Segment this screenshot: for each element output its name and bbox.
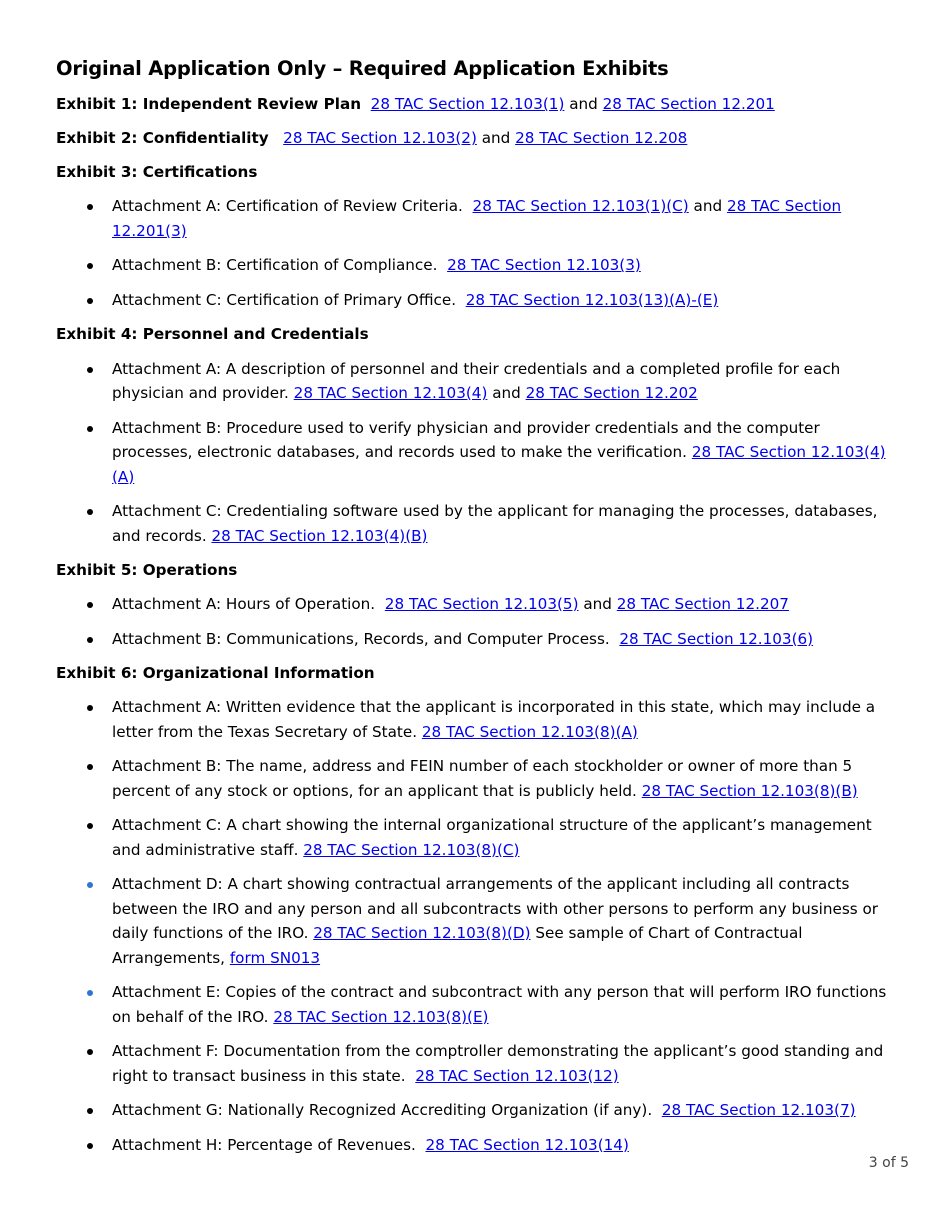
list-item (56, 1098, 900, 1123)
section-link[interactable]: 28 TAC Section 12.103(1)(C) (472, 197, 689, 216)
item-text: Attachment B: Certification of Compliance. (112, 256, 438, 275)
exhibit-1-label: Exhibit 1: Independent Review Plan (56, 95, 362, 114)
list-item (56, 872, 900, 970)
section-link[interactable]: 28 TAC Section 12.202 (525, 384, 698, 403)
item-text: Attachment A: Hours of Operation. (112, 595, 376, 614)
item-text: Attachment C: Credentialing software used by the applicant for managing the processes, databases, and records. (112, 502, 878, 545)
joiner-text: and (569, 95, 598, 114)
item-text: Attachment D: A chart showing contractual arrangements of the applicant including all contracts between the IRO and any person and all subcontracts with other persons to perform any business or daily functions of the IRO. (112, 875, 879, 943)
list-item (56, 499, 900, 548)
list-item (56, 1039, 900, 1088)
joiner-text: and (693, 197, 723, 216)
section-link[interactable]: 28 TAC Section 12.103(3) (447, 256, 641, 275)
item-text: Attachment A: Written evidence that the applicant is incorporated in this state, which may include a letter from the Texas Secretary of State. (112, 698, 876, 741)
item-text: Attachment C: Certification of Primary Office. (112, 290, 457, 309)
item-text: Attachment C: A chart showing the internal organizational structure of the applicant’s management and administrative staff. (112, 816, 872, 859)
exhibit-2-link-1[interactable]: 28 TAC Section 12.103(2) (283, 129, 477, 148)
list-item (56, 253, 900, 278)
exhibit-5-heading (56, 559, 900, 581)
exhibit-1-heading (56, 93, 900, 115)
section-link[interactable]: 28 TAC Section 12.103(4)(B) (211, 526, 428, 545)
exhibit-2-link-2[interactable]: 28 TAC Section 12.208 (515, 129, 688, 148)
section-link[interactable]: 28 TAC Section 12.103(8)(B) (641, 781, 858, 800)
form-sn013-link[interactable]: form SN013 (229, 948, 321, 967)
section-link[interactable]: 28 TAC Section 12.207 (616, 595, 789, 614)
exhibit-1-link-2[interactable]: 28 TAC Section 12.201 (602, 95, 775, 114)
exhibit-4-label: Exhibit 4: Personnel and Credentials (56, 325, 369, 344)
joiner-text: and (583, 595, 612, 614)
section-link[interactable]: 28 TAC Section 12.103(8)(E) (273, 1007, 489, 1026)
exhibit-6-heading (56, 662, 900, 684)
page-title: Original Application Only – Required Application Exhibits (56, 57, 669, 80)
list-item (56, 754, 900, 803)
list-item (56, 813, 900, 862)
section-link[interactable]: 28 TAC Section 12.103(12) (415, 1066, 619, 1085)
exhibit-3-list (56, 194, 900, 312)
list-item (56, 627, 900, 652)
item-text: Attachment B: Communications, Records, and Computer Process. (112, 629, 610, 648)
section-link[interactable]: 28 TAC Section 12.103(7) (661, 1101, 856, 1120)
exhibit-4-heading (56, 323, 900, 345)
section-link[interactable]: 28 TAC Section 12.103(8)(C) (303, 840, 520, 859)
section-link[interactable]: 28 TAC Section 12.103(8)(A) (421, 722, 638, 741)
section-link[interactable]: 28 TAC Section 12.103(4)(A) (112, 443, 886, 486)
exhibit-3-heading (56, 161, 900, 183)
item-text: Attachment H: Percentage of Revenues. (112, 1135, 416, 1154)
exhibit-3-label: Exhibit 3: Certifications (56, 163, 258, 182)
exhibit-2-heading (56, 127, 900, 149)
section-link[interactable]: 28 TAC Section 12.103(13)(A)-(E) (465, 290, 719, 309)
exhibit-5-list (56, 592, 900, 651)
item-text: Attachment E: Copies of the contract and subcontract with any person that will perform IRO functions on behalf of the IRO. (112, 983, 887, 1026)
joiner-text: and (492, 384, 521, 403)
list-item (56, 695, 900, 744)
section-link[interactable]: 28 TAC Section 12.103(4) (293, 384, 488, 403)
list-item (56, 592, 900, 617)
item-text: Attachment A: Certification of Review Criteria. (112, 197, 463, 216)
exhibit-2-label: Exhibit 2: Confidentiality (56, 129, 269, 148)
exhibit-4-list (56, 357, 900, 549)
item-text: Attachment B: Procedure used to verify physician and provider credentials and the computer processes, electronic databases, and records used to make the verification. (112, 418, 820, 462)
section-link[interactable]: 28 TAC Section 12.103(8)(D) (313, 924, 531, 943)
item-text: Attachment B: The name, address and FEIN number of each stockholder or owner of more than 5 percent of any stock or options, for an applicant that is publicly held. (112, 757, 853, 800)
joiner-text: and (481, 129, 511, 148)
item-text: Attachment F: Documentation from the comptroller demonstrating the applicant’s good standing and right to transact business in this state. (112, 1042, 884, 1085)
section-link[interactable]: 28 TAC Section 12.103(5) (384, 595, 579, 614)
exhibit-6-label: Exhibit 6: Organizational Information (56, 664, 375, 683)
list-item (56, 357, 900, 406)
exhibit-1-link-1[interactable]: 28 TAC Section 12.103(1) (370, 95, 565, 114)
section-link[interactable]: 28 TAC Section 12.103(6) (619, 629, 814, 648)
list-item (56, 1133, 900, 1158)
section-link[interactable]: 28 TAC Section 12.201(3) (112, 197, 842, 240)
list-item (56, 980, 900, 1029)
page-number: 3 of 5 (868, 1155, 909, 1171)
exhibit-5-label: Exhibit 5: Operations (56, 561, 238, 580)
list-item (56, 288, 900, 313)
section-link[interactable]: 28 TAC Section 12.103(14) (425, 1135, 629, 1154)
exhibit-6-list (56, 695, 900, 1157)
list-item (56, 194, 900, 243)
list-item (56, 416, 900, 490)
item-text: Attachment G: Nationally Recognized Accrediting Organization (if any). (112, 1101, 653, 1120)
item-text-after: See sample of Chart of Contractual Arrangements, (112, 924, 803, 967)
item-text: Attachment A: A description of personnel and their credentials and a completed profile for each physician and provider. (112, 359, 841, 403)
